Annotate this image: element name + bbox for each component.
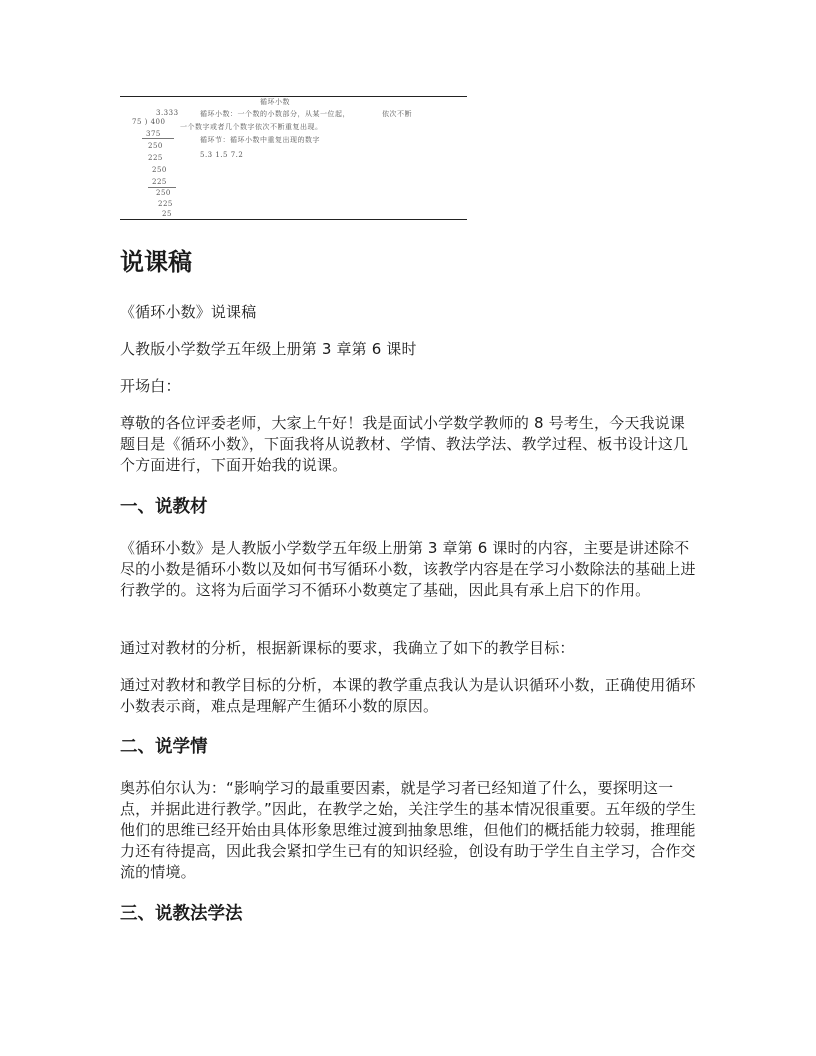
board-image: [120, 96, 467, 221]
opening-label: 开场白：: [120, 377, 181, 395]
board-definition-2: 一个数字或者几个数字依次不断重复出现。: [180, 123, 323, 131]
section1-paragraph-3: 通过对教材和教学目标的分析，本课的教学重点我认为是认识循环小数，正确使用循环小数表示商，难点是理解产生循环小数的原因。: [120, 676, 696, 715]
section2-paragraph-1: 奥苏伯尔认为：“影响学习的最重要因素，就是学习者已经知道了什么，要探明这一点，并据此进行教学。”因此，在教学之始，关注学生的基本情况很重要。五年级的学生他们的思维已经开始由具体形象思维过渡到抽象思维，但他们的概括能力较弱，推理能力还有待提高，因此我会紧扣学生已有的知识经验，创设有助于学生自主学习，合作交流的情境。: [120, 779, 697, 881]
board-rem4: 25: [162, 210, 172, 218]
section-heading-3: 三、说教法学法: [120, 904, 243, 924]
board-step3: 225: [152, 178, 167, 186]
board-top-rule: [120, 96, 467, 97]
page-title: 说课稿: [120, 248, 192, 276]
board-step4: 225: [158, 200, 173, 208]
section1-paragraph-1: 《循环小数》是人教版小学数学五年级上册第 3 章第 6 课时的内容，主要是讲述除不尽的小数是循环小数以及如何书写循环小数，该教学内容是在学习小数除法的基础上进行教学的。这将为后面学习不循环小数奠定了基础，因此具有承上启下的作用。: [120, 539, 696, 599]
board-definition: 循环小数：一个数的小数部分，从某一位起，: [200, 110, 350, 118]
section-heading-1: 一、说教材: [120, 497, 208, 517]
board-example: 5.3 1.5 7.2: [200, 151, 244, 159]
doc-subtitle: 《循环小数》说课稿: [120, 303, 257, 321]
doc-meta: 人教版小学数学五年级上册第 3 章第 6 课时: [120, 340, 417, 358]
section1-paragraph-2: 通过对教材的分析，根据新课标的要求，我确立了如下的教学目标：: [120, 639, 575, 657]
board-step1: 375: [146, 130, 161, 138]
board-cycle-def: 循环节：循环小数中重复出现的数字: [200, 136, 320, 144]
opening-paragraph: 尊敬的各位评委老师，大家上午好！我是面试小学数学教师的 8 号考生，今天我说课题目是《循环小数》，下面我将从说教材、学情、教法学法、教学过程、板书设计这几个方面进行，下面开始我的说课。: [120, 414, 689, 474]
board-rem3: 250: [156, 189, 171, 197]
board-definition-tail: 依次不断: [382, 110, 412, 118]
board-step2: 225: [148, 154, 163, 162]
board-bottom-rule: [120, 219, 467, 220]
board-line: [148, 187, 176, 188]
section-heading-2: 二、说学情: [120, 737, 208, 757]
board-rem2: 250: [152, 166, 167, 174]
board-quotient: 3.333: [156, 109, 179, 117]
board-rem1: 250: [148, 142, 163, 150]
board-header: 循环小数: [260, 98, 290, 106]
board-division: 75 ) 400: [132, 118, 166, 126]
board-line: [142, 138, 174, 139]
